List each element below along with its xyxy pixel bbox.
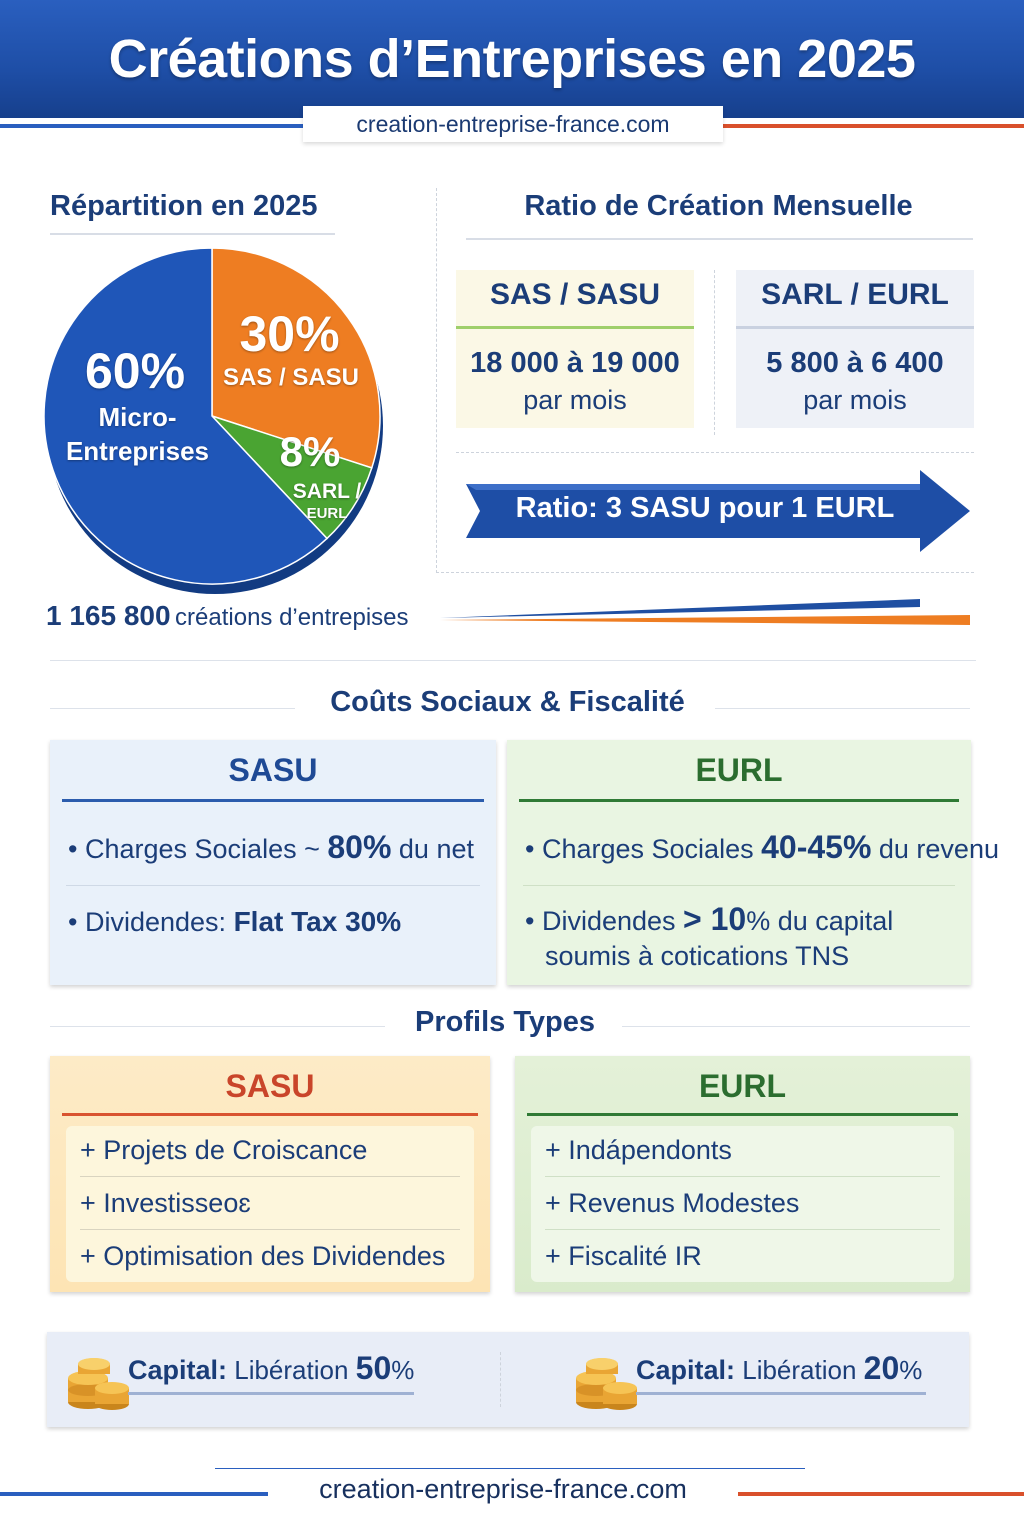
couts-sasu-sep: [66, 885, 480, 886]
ratio-divider-arrow: [456, 452, 974, 453]
profils-sasu-list: [66, 1126, 474, 1282]
capital-right-underline: [636, 1392, 926, 1395]
footer-stripe-left: [0, 1492, 268, 1496]
couts-rule-right: [715, 708, 970, 709]
profils-eurl-item: + Fiscalité IR: [545, 1241, 702, 1271]
pie-label-sarl-text2: EURL: [306, 505, 348, 522]
ratio-title: Ratio de Création Mensuelle: [524, 190, 913, 222]
ratio-divider-bottom: [436, 572, 974, 573]
capital-right-unit: %: [899, 1355, 923, 1385]
ratio-card-sarl: [736, 270, 974, 428]
profils-sasu-item: + Projets de Croiscance: [80, 1135, 368, 1165]
couts-eurl-bullet-2-line2: soumis à cotications TNS: [545, 941, 850, 971]
profils-eurl-title: EURL: [698, 1068, 787, 1104]
couts-sasu-bullet-1: • Charges Sociales ~ 80% du net: [68, 829, 474, 865]
couts-eurl-b2-pre: Dividendes: [541, 906, 684, 936]
header-url[interactable]: creation-entreprise-france.com: [303, 106, 723, 142]
couts-sasu-b1-strong: 80%: [327, 829, 392, 865]
pie-label-micro-line2: Entreprises: [65, 436, 210, 466]
ratio-sarl-unit: par mois: [803, 385, 907, 415]
profils-eurl-item: + Revenus Modestes: [545, 1188, 800, 1218]
couts-eurl-title: EURL: [695, 752, 783, 788]
couts-sasu-b1-post: du net: [391, 834, 474, 864]
pie-label-sas-percent: 30%: [239, 306, 340, 362]
total-creations-label: créations d’entrepises: [175, 604, 409, 631]
capital-left: [128, 1350, 414, 1387]
profils-sasu-title: SASU: [225, 1068, 315, 1104]
ratio-sarl-head: SARL / EURL: [761, 278, 949, 311]
couts-sasu-title: SASU: [228, 752, 318, 788]
capital-right-value: 20: [863, 1350, 900, 1386]
divider-section-1: [50, 660, 976, 661]
ratio-sas-line: [456, 326, 694, 329]
profils-card-sasu: [50, 1056, 490, 1292]
pie-label-micro-percent: 60%: [84, 343, 186, 399]
pie-label-micro-line1: Micro-: [98, 402, 177, 432]
couts-eurl-rule: [519, 799, 959, 802]
couts-sasu-b1-pre: Charges Sociales ~: [84, 834, 328, 864]
ratio-underline: [466, 238, 973, 240]
capital-right: [636, 1350, 922, 1387]
profils-eurl-list: [531, 1126, 954, 1282]
profils-eurl-rule: [527, 1113, 958, 1116]
ratio-sarl-line: [736, 326, 974, 329]
ratio-divider-vertical: [436, 188, 437, 573]
ratio-arrow-text: Ratio: 3 SASU pour 1 EURL: [515, 492, 895, 524]
page-title: Créations d’Entreprises en 2025: [108, 29, 916, 89]
capital-left-value: 50: [355, 1350, 392, 1386]
stripe-blue-left: [0, 124, 310, 128]
total-creations: [46, 600, 409, 632]
capital-left-unit: %: [391, 1355, 415, 1385]
capital-left-underline: [128, 1392, 414, 1395]
profils-rule-left: [50, 1026, 385, 1027]
pie-label-sas-text: SAS / SASU: [222, 364, 360, 391]
capital-right-text: Libération: [735, 1355, 864, 1385]
couts-sasu-b2-strong: Flat Tax 30%: [233, 906, 402, 937]
coins-icon: [572, 1350, 642, 1412]
profils-sasu-rule: [62, 1113, 478, 1116]
couts-eurl-b1-strong: 40-45%: [761, 829, 872, 865]
total-creations-number: 1 165 800: [46, 600, 171, 631]
ratio-sas-head: SAS / SASU: [489, 278, 661, 311]
ratio-sas-unit: par mois: [523, 385, 627, 415]
pie-label-micro-text: [55, 400, 220, 468]
couts-sasu-rule: [62, 799, 484, 802]
profils-sasu-item: + Investisseoɛ: [80, 1188, 251, 1218]
couts-sasu-bullet-2: • Dividendes: Flat Tax 30%: [68, 906, 402, 937]
couts-eurl-bullet-1: • Charges Sociales 40-45% du revenu: [525, 829, 999, 865]
profils-title: Profils Types: [415, 1006, 595, 1038]
pie-label-sarl-percent: 8%: [279, 428, 341, 475]
couts-card-sasu: [50, 740, 496, 985]
profils-eurl-item: + Indápendonts: [545, 1135, 732, 1165]
couts-sasu-b2-pre: Dividendes:: [84, 907, 234, 937]
ratio-divider-mid: [714, 270, 715, 435]
profils-card-eurl: [515, 1056, 970, 1292]
couts-eurl-b1-pre: Charges Sociales: [541, 834, 762, 864]
couts-eurl-bullet-2: • Dividendes > 10% du capital: [525, 901, 894, 937]
couts-card-eurl: [507, 740, 999, 985]
couts-eurl-b1-post: du revenu: [871, 834, 999, 864]
coins-icon: [64, 1350, 134, 1412]
couts-eurl-b2-strong: > 10: [683, 901, 747, 937]
couts-rule-left: [50, 708, 295, 709]
ratio-sas-value: 18 000 à 19 000: [470, 347, 680, 379]
pie-label-sarl-text1: SARL /: [292, 480, 362, 503]
ratio-sarl-value: 5 800 à 6 400: [766, 347, 944, 379]
ratio-card-sas: [456, 270, 694, 428]
profils-rule-right: [622, 1026, 970, 1027]
capital-left-text: Libération: [227, 1355, 356, 1385]
repartition-title: Répartition en 2025: [50, 190, 318, 222]
stripe-orange-right: [720, 124, 1024, 128]
footer-stripe-right: [738, 1492, 1024, 1496]
couts-title: Coûts Sociaux & Fiscalité: [330, 686, 685, 718]
profils-sasu-item: + Optimisation des Dividendes: [80, 1241, 446, 1271]
footer-url[interactable]: creation-entreprise-france.com: [319, 1474, 687, 1504]
footer-rule-top: [215, 1468, 805, 1469]
capital-divider: [500, 1352, 501, 1407]
capital-right-label: Capital:: [636, 1355, 736, 1385]
couts-eurl-sep: [523, 885, 955, 886]
decorative-swoosh: [440, 596, 975, 628]
repartition-underline: [50, 233, 335, 235]
capital-left-label: Capital:: [128, 1355, 228, 1385]
couts-eurl-b2-post: % du capital: [746, 906, 894, 936]
